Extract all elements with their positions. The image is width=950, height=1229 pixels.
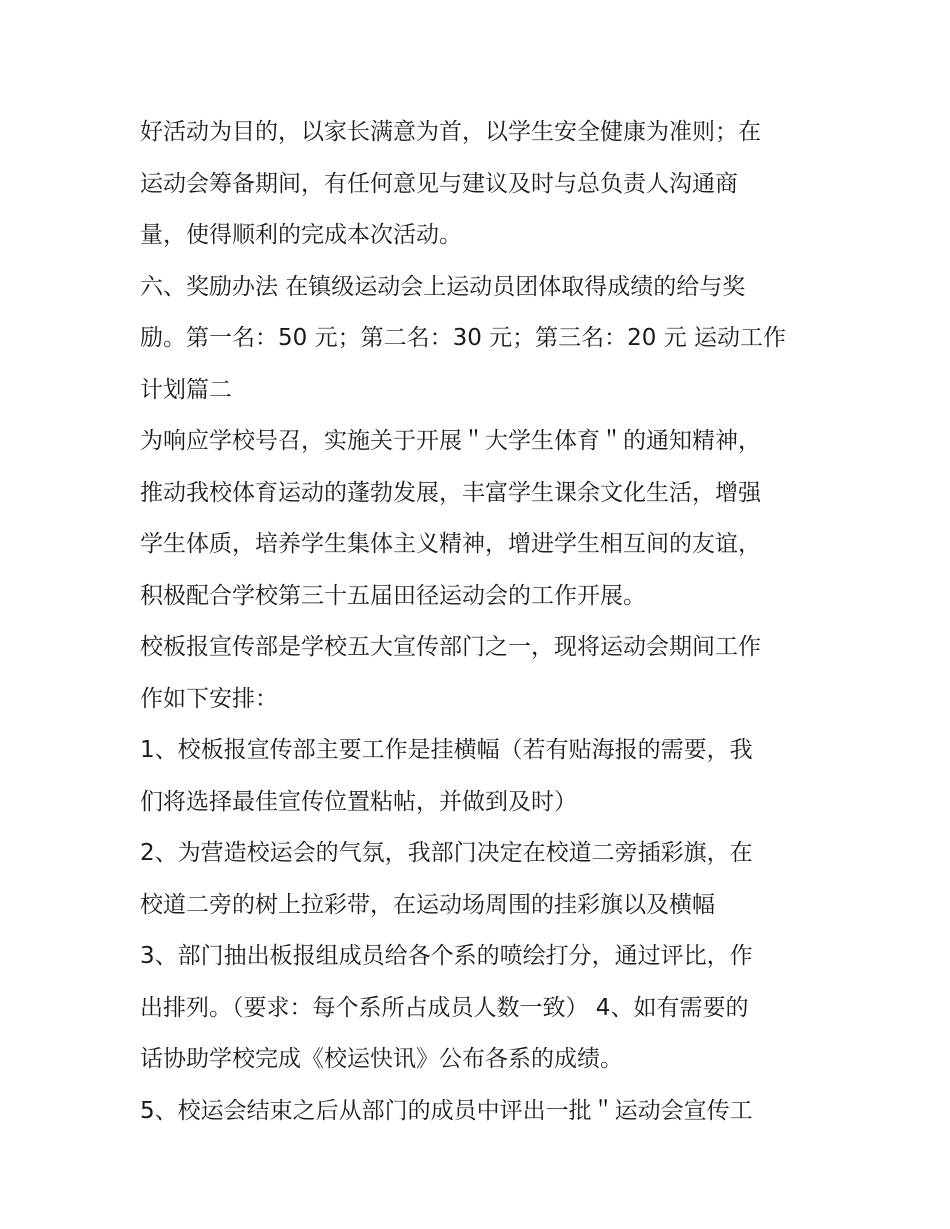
- text-line: 话协助学校完成《校运快讯》公布各系的成绩。: [140, 1046, 623, 1072]
- text-line: 运动会筹备期间，有任何意见与建议及时与总负责人沟通商: [140, 170, 738, 197]
- text-line: 2、为营造校运会的气氛，我部门决定在校道二旁插彩旗，在: [140, 840, 753, 866]
- document-body: [140, 107, 820, 1137]
- text-line: 校道二旁的树上拉彩带，在运动场周围的挂彩旗以及横幅: [140, 891, 715, 918]
- text-line: 出排列。（要求：每个系所占成员人数一致） 4、如有需要的: [140, 994, 749, 1021]
- text-line: 推动我校体育运动的蓬勃发展，丰富学生课余文化生活，增强: [140, 479, 761, 506]
- text-line: 励。第一名：50 元；第二名：30 元；第三名：20 元 运动工作: [140, 325, 787, 351]
- text-line: 3、部门抽出板报组成员给各个系的喷绘打分，通过评比，作: [140, 943, 753, 969]
- text-line: 好活动为目的，以家长满意为首，以学生安全健康为准则；在: [140, 119, 761, 145]
- text-line: 为响应学校号召，实施关于开展＂大学生体育＂的通知精神，: [140, 428, 761, 454]
- text-line: 5、校运会结束之后从部门的成员中评出一批＂运动会宣传工: [140, 1097, 753, 1124]
- text-line: 学生体质，培养学生集体主义精神，增进学生相互间的友谊，: [140, 531, 761, 557]
- text-line: 1、校板报宣传部主要工作是挂横幅（若有贴海报的需要，我: [140, 737, 753, 763]
- text-line: 积极配合学校第三十五届田径运动会的工作开展。: [140, 582, 646, 609]
- text-line: 量，使得顺利的完成本次活动。: [140, 222, 462, 248]
- text-line: 计划篇二: [140, 376, 232, 403]
- text-line: 校板报宣传部是学校五大宣传部门之一，现将运动会期间工作: [140, 634, 761, 660]
- text-line: 作如下安排：: [140, 685, 278, 712]
- text-line: 六、奖励办法 在镇级运动会上运动员团体取得成绩的给与奖: [140, 273, 746, 300]
- text-line: 们将选择最佳宣传位置粘帖，并做到及时）: [140, 788, 577, 815]
